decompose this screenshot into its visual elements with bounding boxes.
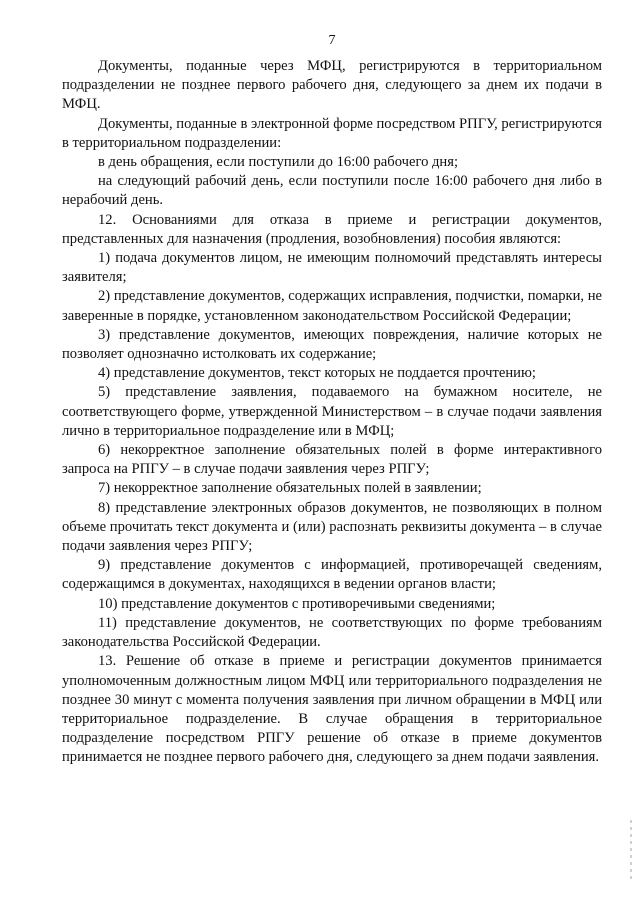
list-item-3: 3) представление документов, имеющих повреждения, наличие которых не позволяет однозначно истолковать их содержание; [62, 326, 602, 363]
list-item-6: 6) некорректное заполнение обязательных полей в форме интерактивного запроса на РПГУ – в случае подачи заявления через РПГУ; [62, 442, 602, 478]
list-item-10: 10) представление документов с противоречивыми сведениями; [98, 595, 496, 612]
page-number: 7 [328, 33, 336, 48]
list-item-4: 4) представление документов, текст которых не поддается прочтению; [98, 365, 536, 382]
scan-edge-mark [630, 820, 632, 880]
paragraph-mfc-registration: Документы, поданные через МФЦ, регистрируются в территориальном подразделении не позднее первого рабочего дня, следующего за днем их подачи в МФЦ. [62, 58, 602, 113]
paragraph-next-day: на следующий рабочий день, если поступили после 16:00 рабочего дня либо в нерабочий день. [62, 173, 602, 209]
paragraph-rpgu-registration: Документы, поданные в электронной форме посредством РПГУ, регистрируются в территориальном подразделении: [62, 115, 602, 151]
paragraph-12-grounds: 12. Основаниями для отказа в приеме и регистрации документов, представленных для назначения (продления, возобновления) пособия являются: [62, 211, 602, 247]
list-item-2: 2) представление документов, содержащих исправления, подчистки, помарки, не заверенные в порядке, установленном законодательством Российской Федерации; [62, 288, 602, 324]
list-item-11: 11) представление документов, не соответствующих по форме требованиям законодательства Российской Федерации. [62, 614, 602, 651]
list-item-7: 7) некорректное заполнение обязательных полей в заявлении; [98, 480, 482, 497]
paragraph-13-refusal-decision: 13. Решение об отказе в приеме и регистрации документов принимается уполномоченным должностным лицом МФЦ или территориального подразделения не позднее 30 минут с момента получения заявления при личном обращении в МФЦ или территориальное подразделение. В случае обращения в территориальное подразделение посредством РПГУ решение об отказе в приеме документов принимается не позднее первого рабочего дня, следующего за днем подачи заявления. [62, 653, 602, 766]
list-item-8: 8) представление электронных образов документов, не позволяющих в полном объеме прочитать текст документа и (или) распознать реквизиты документа – в случае подачи заявления через РПГУ; [62, 499, 602, 555]
list-item-1: 1) подача документов лицом, не имеющим полномочий представлять интересы заявителя; [62, 250, 602, 286]
list-item-5: 5) представление заявления, подаваемого на бумажном носителе, не соответствующего форме, утвержденной Министерством – в случае подачи заявления лично в территориальное подразделение или в МФЦ; [62, 384, 602, 439]
list-item-9: 9) представление документов с информацией, противоречащей сведениям, содержащимся в документах, находящихся в ведении органов власти; [62, 557, 602, 593]
paragraph-same-day: в день обращения, если поступили до 16:00 рабочего дня; [98, 154, 459, 171]
